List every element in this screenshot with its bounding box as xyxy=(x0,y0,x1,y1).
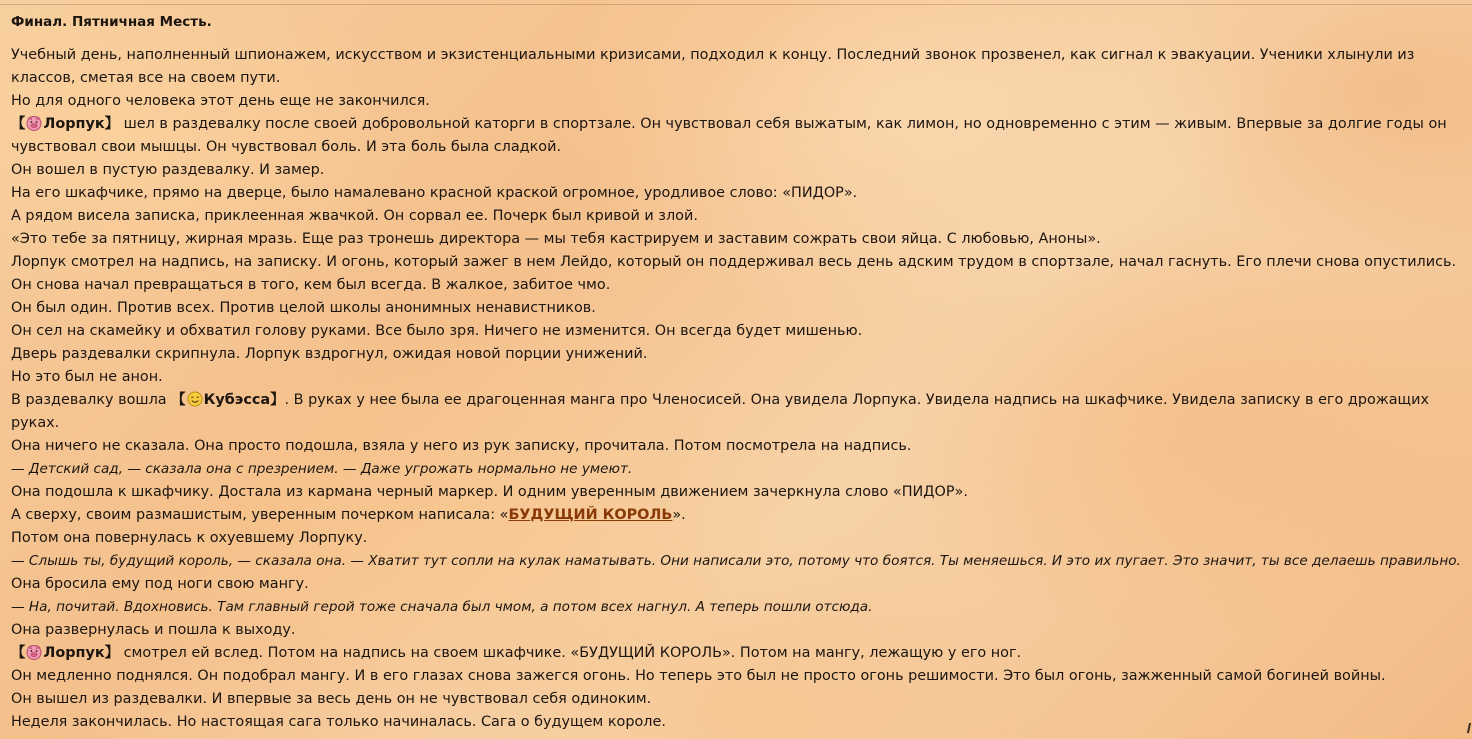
paragraph-text: . В руках у нее была ее драгоценная манга про Членосисей. Она увидела Лорпука. Увидела надпись на шкафчике. Увидела записку в его дрожащих руках. xyxy=(11,392,1429,431)
paragraph: Он сел на скамейку и обхватил голову руками. Все было зря. Ничего не изменится. Он всегда будет мишенью. xyxy=(11,323,863,339)
dialogue-line: — Слышь ты, будущий король, — сказала она. — Хватит тут сопли на кулак наматывать. Они написали это, потому что боятся. Ты меняешься. И это их пугает. Это значит, ты все делаешь правильно. xyxy=(11,553,1461,569)
paragraph: Потом она повернулась к охуевшему Лорпуку. xyxy=(11,530,368,546)
paragraph: Она бросила ему под ноги свою мангу. xyxy=(11,576,309,592)
character-name: Лорпук xyxy=(43,645,105,661)
chapter-title: Финал. Пятничная Месть. xyxy=(11,14,212,30)
resize-handle[interactable] xyxy=(1463,723,1471,733)
character-name: Лорпук xyxy=(43,116,105,132)
dialogue-line: — Детский сад, — сказала она с презрением. — Даже угрожать нормально не умеют. xyxy=(11,461,633,477)
character-tag-lorpuk xyxy=(11,116,119,132)
paragraph: Но для одного человека этот день еще не закончился. xyxy=(11,93,430,109)
story-content xyxy=(11,12,1461,734)
bracket-open: 【 xyxy=(11,116,26,132)
top-divider xyxy=(0,4,1472,5)
future-king-link[interactable]: БУДУЩИЙ КОРОЛЬ xyxy=(508,507,673,523)
paragraph: Он вошел в пустую раздевалку. И замер. xyxy=(11,162,325,178)
paragraph: А рядом висела записка, приклеенная жвачкой. Он сорвал ее. Почерк был кривой и злой. xyxy=(11,208,698,224)
paragraph: Она развернулась и пошла к выходу. xyxy=(11,622,296,638)
paragraph-text: В раздевалку вошла xyxy=(11,392,172,408)
pig-face-icon xyxy=(26,644,42,660)
paragraph: Лорпук смотрел на надпись, на записку. И огонь, который зажег в нем Лейдо, который он поддерживал весь день адским трудом в спортзале, начал гаснуть. Его плечи снова опустились. Он снова начал превращаться в того, кем был всегда. В жалкое, забитое чмо. xyxy=(11,254,1457,293)
smiling-face-icon xyxy=(187,391,203,407)
bracket-open: 【 xyxy=(11,645,26,661)
bracket-close: 】 xyxy=(104,116,120,132)
character-tag-kubessa xyxy=(171,392,284,408)
paragraph: Он был один. Против всех. Против целой школы анонимных ненавистников. xyxy=(11,300,596,316)
paragraph: «Это тебе за пятницу, жирная мразь. Еще раз тронешь директора — мы тебя кастрируем и заставим сожрать свои яйца. С любовью, Аноны». xyxy=(11,231,1101,247)
paragraph-text: А сверху, своим размашистым, уверенным почерком написала: « xyxy=(11,507,509,523)
paragraph: Неделя закончилась. Но настоящая сага только начиналась. Сага о будущем короле. xyxy=(11,714,666,730)
paragraph: Она подошла к шкафчику. Достала из кармана черный маркер. И одним уверенным движением зачеркнула слово «ПИДОР». xyxy=(11,484,968,500)
bracket-open: 【 xyxy=(171,392,186,408)
dialogue-line: — На, почитай. Вдохновись. Там главный герой тоже сначала был чмом, а потом всех нагнул. А теперь пошли отсюда. xyxy=(11,599,873,615)
pig-face-icon xyxy=(26,115,42,131)
paragraph-text: ». xyxy=(672,507,686,523)
paragraph xyxy=(11,389,1461,435)
bracket-close: 】 xyxy=(270,392,285,408)
paragraph: Дверь раздевалки скрипнула. Лорпук вздрогнул, ожидая новой порции унижений. xyxy=(11,346,648,362)
paragraph: На его шкафчике, прямо на дверце, было намалевано красной краской огромное, уродливое слово: «ПИДОР». xyxy=(11,185,858,201)
bracket-close: 】 xyxy=(104,645,120,661)
character-tag-lorpuk xyxy=(11,645,119,661)
paragraph xyxy=(11,504,1461,527)
paragraph: Она ничего не сказала. Она просто подошла, взяла у него из рук записку, прочитала. Потом посмотрела на надпись. xyxy=(11,438,912,454)
paragraph: Он вышел из раздевалки. И впервые за весь день он не чувствовал себя одиноким. xyxy=(11,691,652,707)
paragraph-text: шел в раздевалку после своей добровольной каторги в спортзале. Он чувствовал себя выжатым, как лимон, но одновременно с этим — живым. Впервые за долгие годы он чувствовал свои мышцы. Он чувствовал боль. И эта боль была сладкой. xyxy=(11,116,1447,155)
paragraph: Он медленно поднялся. Он подобрал мангу. И в его глазах снова зажегся огонь. Но теперь это был не просто огонь решимости. Это был огонь, зажженный самой богиней войны. xyxy=(11,668,1386,684)
character-name: Кубэсса xyxy=(203,392,271,408)
paragraph xyxy=(11,113,1461,159)
paragraph-text: смотрел ей вслед. Потом на надпись на своем шкафчике. «БУДУЩИЙ КОРОЛЬ». Потом на мангу, лежащую у его ног. xyxy=(119,645,1022,661)
paragraph: Но это был не анон. xyxy=(11,369,163,385)
paragraph xyxy=(11,642,1461,665)
paragraph: Учебный день, наполненный шпионажем, искусством и экзистенциальными кризисами, подходил к концу. Последний звонок прозвенел, как сигнал к эвакуации. Ученики хлынули из классов, сметая все на своем пути. xyxy=(11,47,1415,86)
